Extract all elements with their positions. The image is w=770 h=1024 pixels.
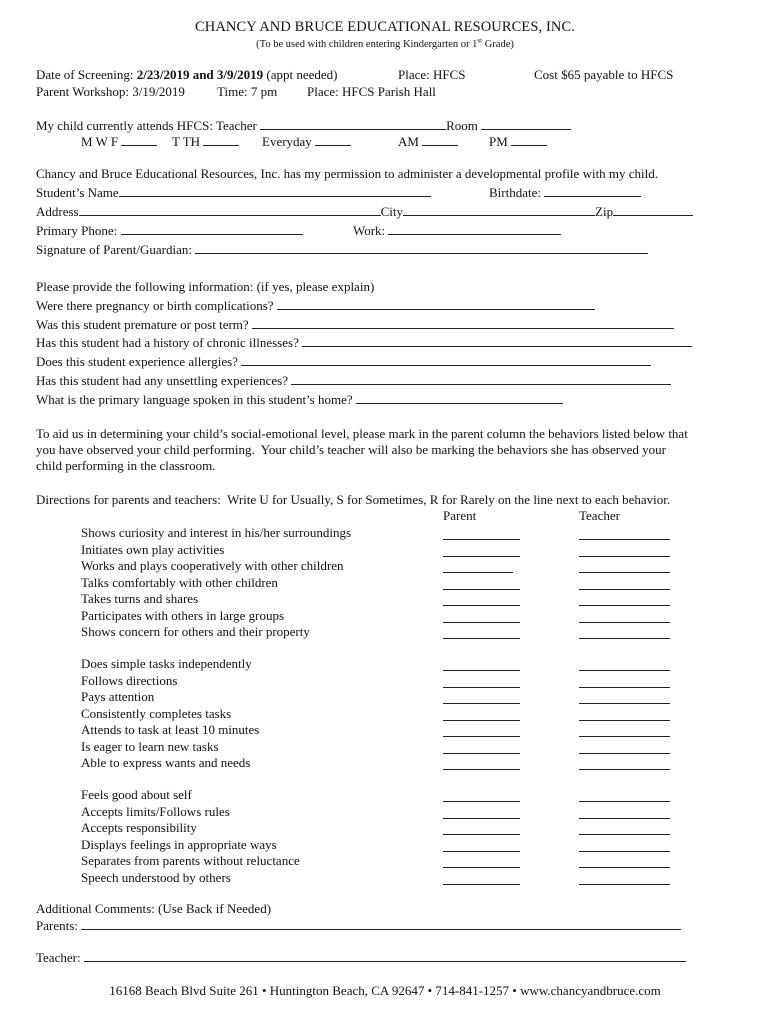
- work-phone-field[interactable]: [388, 222, 561, 235]
- primary-phone-line: [36, 222, 303, 239]
- teacher-rating-field[interactable]: [579, 724, 670, 737]
- behavior-label: Talks comfortably with other children: [81, 574, 278, 590]
- column-header-teacher: Teacher: [579, 508, 620, 523]
- parent-rating-field[interactable]: [443, 675, 520, 688]
- appt-note: (appt needed): [263, 67, 338, 82]
- behavior-label: Accepts responsibility: [81, 820, 197, 835]
- subtitle-text-end: Grade): [482, 39, 514, 50]
- address-field[interactable]: [79, 203, 381, 216]
- parent-rating-field[interactable]: [443, 822, 520, 835]
- teacher-rating-field[interactable]: [579, 708, 670, 721]
- behavior-label: Initiates own play activities: [81, 541, 225, 557]
- behavior-label: Shows curiosity and interest in his/her surroundings: [81, 525, 352, 540]
- address-line: [36, 203, 693, 220]
- behavior-label: Accepts limits/Follows rules: [81, 803, 230, 819]
- parent-rating-field[interactable]: [443, 708, 520, 721]
- birthdate-field[interactable]: [544, 184, 641, 197]
- question-answer-field[interactable]: [277, 297, 595, 310]
- question-answer-field[interactable]: [302, 334, 692, 347]
- parent-rating-field[interactable]: [443, 691, 520, 704]
- teacher-rating-field[interactable]: [579, 839, 670, 852]
- primary-phone-field[interactable]: [121, 222, 303, 235]
- parent-rating-field[interactable]: [443, 741, 520, 754]
- parents-comment-line: [36, 917, 681, 934]
- subtitle-text: (To be used with children entering Kindergarten or 1: [256, 39, 478, 50]
- column-header-parent: Parent: [443, 508, 477, 523]
- parents-comment-label: Parents:: [36, 918, 82, 933]
- parents-comment-field[interactable]: [81, 917, 681, 930]
- behavior-label: Able to express wants and needs: [81, 755, 251, 770]
- teacher-line: [36, 117, 571, 134]
- parent-rating-field[interactable]: [443, 855, 520, 868]
- am-option: [398, 133, 458, 150]
- social-paragraph-line: you have observed your child performing. Your child’s teacher will also be marking the behaviors she has observed your: [36, 442, 666, 457]
- teacher-rating-field[interactable]: [579, 872, 670, 885]
- teacher-rating-field[interactable]: [579, 577, 670, 590]
- parent-rating-field[interactable]: [443, 806, 520, 819]
- teacher-rating-field[interactable]: [579, 691, 670, 704]
- pm-label: PM: [489, 134, 512, 149]
- teacher-rating-field[interactable]: [579, 741, 670, 754]
- primary-phone-label: Primary Phone:: [36, 223, 121, 238]
- parent-rating-field[interactable]: [443, 658, 520, 671]
- parent-rating-field[interactable]: [443, 872, 520, 885]
- info-question: [36, 316, 674, 333]
- days-tth: [172, 133, 239, 150]
- behavior-label: Does simple tasks independently: [81, 656, 252, 671]
- teacher-rating-field[interactable]: [579, 789, 670, 802]
- workshop-place: Place: HFCS Parish Hall: [307, 84, 436, 99]
- question-label: Was this student premature or post term?: [36, 317, 252, 332]
- form-title: CHANCY AND BRUCE EDUCATIONAL RESOURCES, INC.: [195, 19, 575, 35]
- teacher-rating-field[interactable]: [579, 593, 670, 606]
- address-label: Address: [36, 204, 79, 219]
- signature-label: Signature of Parent/Guardian:: [36, 242, 196, 257]
- days-line: [81, 133, 157, 150]
- parent-rating-field[interactable]: [443, 839, 520, 852]
- behavior-label: Feels good about self: [81, 787, 192, 802]
- screening-dates: 2/23/2019 and 3/9/2019: [136, 67, 264, 82]
- info-question: [36, 353, 651, 370]
- student-name-field[interactable]: [119, 184, 431, 197]
- behavior-label: Is eager to learn new tasks: [81, 738, 219, 754]
- student-name-label: Student’s Name: [36, 185, 119, 200]
- behavior-label: Shows concern for others and their property: [81, 624, 310, 639]
- screening-cost: Cost $65 payable to HFCS: [534, 67, 674, 82]
- teacher-rating-field[interactable]: [579, 675, 670, 688]
- permission-statement: Chancy and Bruce Educational Resources, Inc. has my permission to administer a developmental profile with my child.: [36, 166, 659, 181]
- everyday-label: Everyday: [262, 134, 316, 149]
- info-question: [36, 372, 671, 389]
- screening-date-label: Date of Screening:: [36, 67, 137, 82]
- question-answer-field[interactable]: [356, 391, 563, 404]
- question-answer-field[interactable]: [241, 353, 651, 366]
- behavior-label: Separates from parents without reluctance: [81, 853, 300, 868]
- teacher-rating-field[interactable]: [579, 610, 670, 623]
- social-paragraph-line: To aid us in determining your child’s social-emotional level, please mark in the parent column the behaviors listed below that: [36, 426, 688, 441]
- parent-rating-field[interactable]: [443, 560, 513, 573]
- parent-rating-field[interactable]: [443, 626, 520, 639]
- social-paragraph-line: child performing in the classroom.: [36, 458, 216, 473]
- info-question: [36, 297, 595, 314]
- behavior-label: Speech understood by others: [81, 869, 231, 885]
- am-label: AM: [398, 134, 423, 149]
- work-phone-line: [353, 222, 561, 239]
- signature-line: [36, 241, 648, 258]
- question-answer-field[interactable]: [252, 316, 674, 329]
- am-field[interactable]: [422, 133, 458, 146]
- room-field[interactable]: [481, 117, 571, 130]
- student-name-line: [36, 184, 431, 201]
- parent-rating-field[interactable]: [443, 527, 520, 540]
- teacher-comment-label: Teacher:: [36, 950, 84, 965]
- zip-label: Zip: [595, 204, 614, 219]
- parent-rating-field[interactable]: [443, 610, 520, 623]
- teacher-rating-field[interactable]: [579, 544, 670, 557]
- teacher-rating-field[interactable]: [579, 806, 670, 819]
- days-tth-field[interactable]: [203, 133, 239, 146]
- teacher-rating-field[interactable]: [579, 822, 670, 835]
- footer-contact: 16168 Beach Blvd Suite 261 • Huntington Beach, CA 92647 • 714-841-1257 • www.chancyandbruce.com: [109, 983, 661, 998]
- question-label: Has this student had a history of chronic illnesses?: [36, 335, 303, 350]
- behavior-label: Consistently completes tasks: [81, 705, 232, 721]
- teacher-rating-field[interactable]: [579, 658, 670, 671]
- behavior-label: Displays feelings in appropriate ways: [81, 836, 277, 852]
- screening-place: Place: HFCS: [398, 67, 466, 82]
- question-label: What is the primary language spoken in this student’s home?: [36, 392, 356, 407]
- behavior-label: Works and plays cooperatively with other children: [81, 558, 344, 573]
- days-tth-label: T TH: [172, 134, 204, 149]
- teacher-field[interactable]: [260, 117, 446, 130]
- info-question: [36, 391, 563, 408]
- subtitle-superscript: st: [477, 36, 483, 45]
- teacher-rating-field[interactable]: [579, 626, 670, 639]
- teacher-rating-field[interactable]: [579, 560, 670, 573]
- behavior-label: Takes turns and shares: [81, 591, 199, 606]
- parent-rating-field[interactable]: [443, 593, 520, 606]
- pm-option: [489, 133, 547, 150]
- teacher-rating-field[interactable]: [579, 855, 670, 868]
- comments-heading: Additional Comments: (Use Back if Needed): [36, 901, 272, 916]
- teacher-rating-field[interactable]: [579, 757, 670, 770]
- days-mwf-field[interactable]: [121, 133, 157, 146]
- parent-rating-field[interactable]: [443, 724, 520, 737]
- room-label: Room: [446, 118, 482, 133]
- signature-field[interactable]: [195, 241, 648, 254]
- birthdate-label: Birthdate:: [489, 185, 545, 200]
- teacher-label: My child currently attends HFCS: Teacher: [36, 118, 261, 133]
- pm-field[interactable]: [511, 133, 547, 146]
- screening-date-line: [36, 67, 338, 83]
- question-label: Were there pregnancy or birth complications?: [36, 298, 277, 313]
- behavior-label: Attends to task at least 10 minutes: [81, 722, 260, 737]
- city-field[interactable]: [403, 203, 595, 216]
- question-label: Does this student experience allergies?: [36, 354, 242, 369]
- question-label: Has this student had any unsettling experiences?: [36, 373, 292, 388]
- teacher-comment-line: [36, 949, 686, 966]
- parent-rating-field[interactable]: [443, 544, 520, 557]
- behavior-label: Participates with others in large groups: [81, 607, 285, 623]
- parent-rating-field[interactable]: [443, 789, 520, 802]
- teacher-comment-field[interactable]: [84, 949, 686, 962]
- zip-field[interactable]: [613, 203, 693, 216]
- parent-workshop: Parent Workshop: 3/19/2019: [36, 84, 185, 99]
- city-label: City: [380, 204, 404, 219]
- everyday-field[interactable]: [315, 133, 351, 146]
- birthdate-line: [489, 184, 641, 201]
- days-mwf-label: M W F: [81, 134, 122, 149]
- info-intro: Please provide the following information: (if yes, please explain): [36, 279, 375, 294]
- behavior-label: Follows directions: [81, 672, 178, 688]
- parent-rating-field[interactable]: [443, 577, 520, 590]
- parent-rating-field[interactable]: [443, 757, 520, 770]
- teacher-rating-field[interactable]: [579, 527, 670, 540]
- days-everyday: [262, 133, 351, 150]
- directions: Directions for parents and teachers: Write U for Usually, S for Sometimes, R for Rarely on the line next to each behavior.: [36, 492, 671, 507]
- question-answer-field[interactable]: [291, 372, 671, 385]
- work-phone-label: Work:: [353, 223, 389, 238]
- form-subtitle: [0, 37, 770, 53]
- behavior-label: Pays attention: [81, 689, 155, 704]
- info-question: [36, 334, 692, 351]
- workshop-time: Time: 7 pm: [217, 84, 278, 99]
